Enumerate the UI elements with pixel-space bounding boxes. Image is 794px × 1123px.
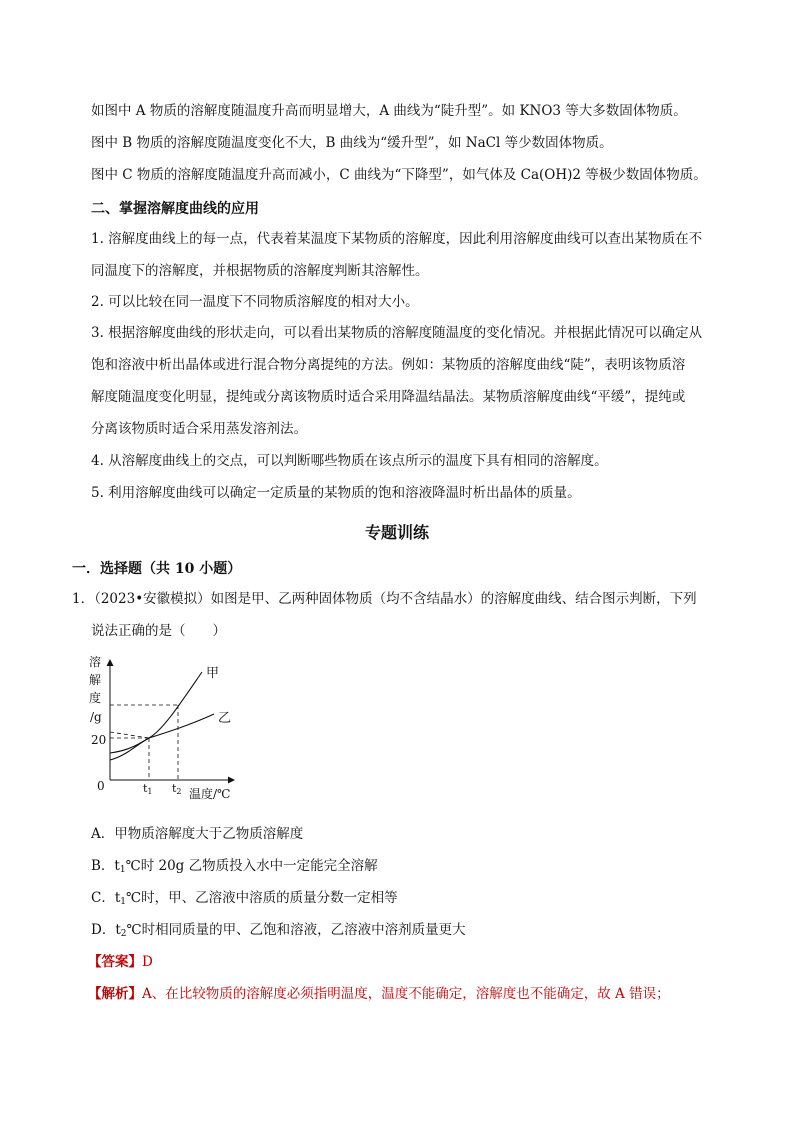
paragraph-3c: 解度随温度变化明显，提纯或分离该物质时适合采用降温结晶法。某物质溶解度曲线“平缓”，提纯或 bbox=[91, 389, 686, 405]
intro-line-c: 图中 C 物质的溶解度随温度升高而减小，C 曲线为“下降型”，如气体及 Ca(OH)2 等极少数固体物质。 bbox=[91, 167, 707, 183]
paragraph-3b: 饱和溶液中析出晶体或进行混合物分离提纯的方法。例如：某物质的溶解度曲线“陡”，表明该物质溶 bbox=[91, 357, 686, 373]
intro-line-a: 如图中 A 物质的溶解度随温度升高而明显增大，A 曲线为“陡升型”。如 KNO3 等大多数固体物质。 bbox=[91, 103, 687, 119]
solubility-chart bbox=[88, 652, 248, 802]
y-axis-label-char-3: 度 bbox=[89, 691, 102, 705]
paragraph-5: 5. 利用溶解度曲线可以确定一定质量的某物质的饱和溶液降温时析出晶体的质量。 bbox=[91, 485, 581, 501]
paragraph-1b: 同温度下的溶解度，并根据物质的溶解度判断其溶解性。 bbox=[91, 263, 429, 279]
analysis-line: 【解析】A、在比较物质的溶解度必须指明温度，温度不能确定，溶解度也不能确定，故 A 错误； bbox=[88, 986, 670, 1002]
x-axis-label: 温度/℃ bbox=[189, 787, 231, 801]
training-title: 专题训练 bbox=[364, 523, 429, 542]
y-axis-label-char-2: 解 bbox=[89, 673, 102, 687]
x-tick-label-t1: t1 bbox=[143, 782, 153, 796]
curve-jia bbox=[110, 672, 202, 753]
paragraph-4: 4. 从溶解度曲线上的交点，可以判断哪些物质在该点所示的温度下具有相同的溶解度。 bbox=[91, 453, 608, 469]
y-tick-label-20: 20 bbox=[91, 733, 107, 747]
paragraph-3d: 分离该物质时适合采用蒸发溶剂法。 bbox=[91, 421, 307, 437]
option-c: C．$t_1℃$时，甲、乙溶液中溶质的质量分数一定相等 bbox=[91, 890, 398, 907]
option-b: B．$t_1℃$时 20g 乙物质投入水中一定能完全溶解 bbox=[91, 858, 378, 875]
x-tick-label-t2: t2 bbox=[172, 782, 182, 796]
paragraph-2: 2. 可以比较在同一温度下不同物质溶解度的相对大小。 bbox=[91, 294, 419, 310]
section-heading-applications: 二、掌握溶解度曲线的应用 bbox=[91, 201, 259, 217]
question-1-line-2: 说法正确的是（ ） bbox=[91, 623, 226, 639]
paragraph-1a: 1. 溶解度曲线上的每一点，代表着某温度下某物质的溶解度，因此利用溶解度曲线可以查出某物质在不 bbox=[91, 231, 703, 247]
series-label-jia: 甲 bbox=[206, 666, 220, 681]
curve-yi bbox=[110, 714, 214, 760]
question-1-line-1: 1．（2023•安徽模拟）如图是甲、乙两种固体物质（均不含结晶水）的溶解度曲线、结合图示判断，下列 bbox=[72, 591, 697, 607]
paragraph-3a: 3. 根据溶解度曲线的形状走向，可以看出某物质的溶解度随温度的变化情况。并根据此情况可以确定从 bbox=[91, 325, 703, 341]
y-axis-label-char-4: /g bbox=[90, 710, 102, 724]
option-a: A．甲物质溶解度大于乙物质溶解度 bbox=[91, 826, 304, 842]
y-axis-label-char-1: 溶 bbox=[89, 655, 102, 669]
series-label-yi: 乙 bbox=[218, 711, 232, 726]
option-d: D．$t_2℃$时相同质量的甲、乙饱和溶液，乙溶液中溶剂质量更大 bbox=[91, 922, 466, 939]
answer-line: 【答案】D bbox=[88, 954, 153, 970]
dashed-guide-yi-t1 bbox=[110, 732, 149, 738]
choice-section-heading: 一．选择题（共 10 小题） bbox=[72, 561, 242, 577]
origin-label: 0 bbox=[97, 779, 105, 793]
intro-line-b: 图中 B 物质的溶解度随温度变化不大，B 曲线为“缓升型”，如 NaCl 等少数固体物质。 bbox=[91, 135, 613, 151]
